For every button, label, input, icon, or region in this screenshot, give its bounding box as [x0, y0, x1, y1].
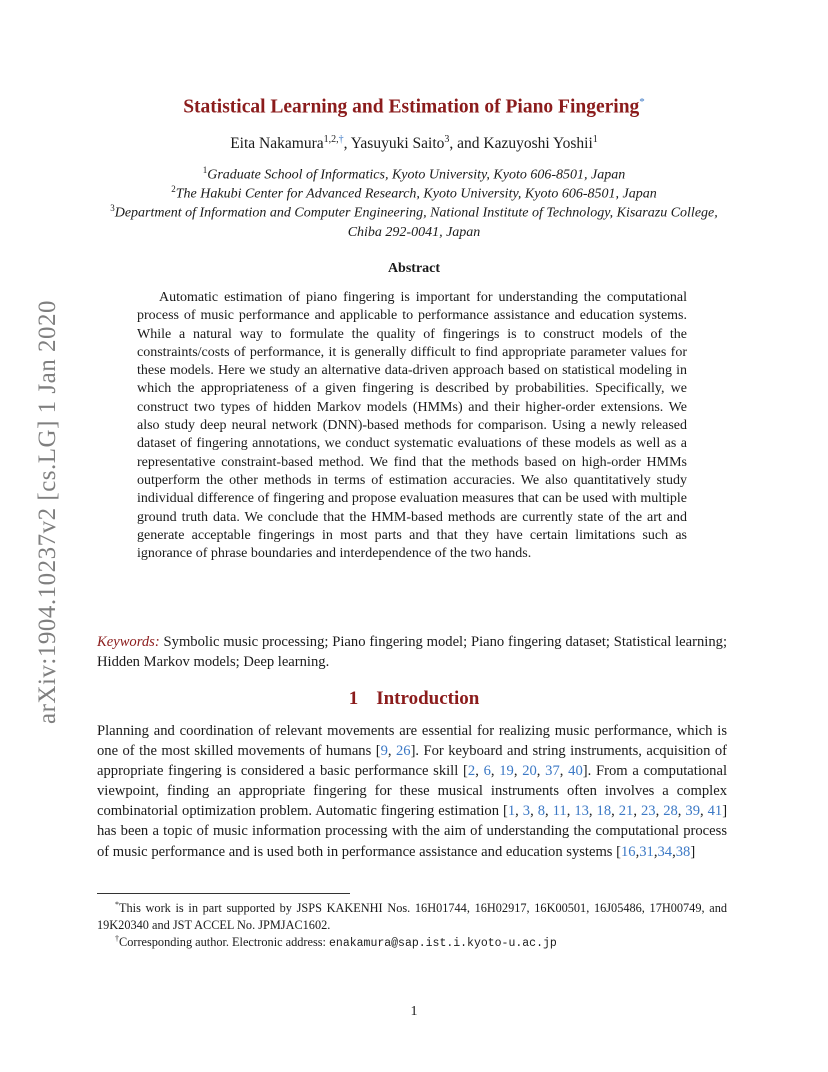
body-text: ,	[672, 843, 676, 860]
affil-numbers: 1,2,	[323, 134, 339, 145]
body-text: ,	[677, 803, 686, 820]
section-heading	[0, 688, 828, 710]
body-text: ,	[635, 843, 640, 860]
citation-link[interactable]: 13	[574, 803, 589, 820]
citation-link[interactable]: 11	[552, 803, 567, 820]
body-text: ,	[545, 803, 553, 820]
body-text: ,	[611, 803, 619, 820]
body-text: ,	[566, 803, 575, 820]
body-text: ,	[513, 763, 523, 780]
author-affil-mark: 3	[444, 134, 450, 145]
title-footnote-mark[interactable]: *	[639, 96, 645, 108]
body-text: ,	[559, 763, 569, 780]
body-text: ,	[700, 803, 708, 820]
citation-link[interactable]: 31	[639, 843, 654, 860]
body-text: ,	[387, 743, 396, 760]
corresponding-author-mark[interactable]: †	[338, 134, 344, 145]
citation-link[interactable]: 34	[657, 843, 673, 860]
footnote-text: This work is in part supported by JSPS KAKENHI Nos. 16H01744, 16H02917, 16K00501, 16J05486, 17H00749, and 19K20340 and JST ACCEL No. JPMJAC1602.	[97, 901, 727, 932]
section-title: Introduction	[376, 688, 480, 709]
body-text: ,	[653, 843, 658, 860]
introduction-paragraph	[97, 721, 727, 862]
citation-link[interactable]: 16	[621, 843, 636, 860]
affiliation-mark: 3	[110, 203, 115, 213]
body-text: ]. For keyboard and string instruments, acquisition of appropriate fingering is considered a basic performance skill [	[97, 743, 727, 780]
author-name: , Yasuyuki Saito	[343, 135, 445, 153]
affiliation-text: Graduate School of Informatics, Kyoto University, Kyoto 606-8501, Japan	[207, 167, 626, 183]
citation-link[interactable]: 40	[568, 763, 583, 780]
body-text: ,	[490, 763, 500, 780]
body-text: ,	[588, 803, 597, 820]
author-name: , and Kazuyoshi Yoshii	[449, 135, 593, 153]
body-text: ,	[536, 763, 546, 780]
citation-link[interactable]: 37	[545, 763, 560, 780]
section-number: 1	[348, 688, 359, 709]
citation-link[interactable]: 18	[596, 803, 612, 820]
keywords-block	[97, 632, 727, 672]
page-number: 1	[410, 1004, 418, 1019]
author-list	[0, 134, 828, 153]
body-text: ,	[530, 803, 538, 820]
citation-link[interactable]: 28	[663, 803, 678, 820]
citation-link[interactable]: 20	[522, 763, 537, 780]
keywords-text: Symbolic music processing; Piano fingering model; Piano fingering dataset; Statistical learning; Hidden Markov models; Deep learning.	[97, 634, 727, 670]
arxiv-identifier-stamp: arXiv:1904.10237v2 [cs.LG] 1 Jan 2020	[34, 300, 61, 724]
author-name: Eita Nakamura	[230, 135, 324, 153]
citation-link[interactable]: 39	[685, 803, 700, 820]
footnote-text: Corresponding author. Electronic address:	[119, 935, 330, 950]
citation-link[interactable]: 6	[483, 763, 491, 780]
paper-title	[0, 96, 828, 119]
title-text: Statistical Learning and Estimation of Piano Fingering	[183, 96, 640, 118]
affiliation-mark: 2	[171, 184, 176, 194]
citation-link[interactable]: 2	[467, 763, 476, 780]
abstract-body: Automatic estimation of piano fingering is important for understanding the computational process of music performance and applicable to performance assistance and education systems. While a natural way to formulate the quality of fingerings is to construct models of the constraints/costs of performance, it is generally difficult to find appropriate parameter values for these models. Here we study an alternative data-driven approach based on statistical modeling in which the appropriateness of a given fingering is described by probabilities. Specifically, we construct two types of hidden Markov models (HMMs) and their higher-order extensions. We also study deep neural network (DNN)-based methods for comparison. Using a newly released dataset of fingering annotations, we conduct systematic evaluations of these models as well as a representative constraint-based method. We find that the methods based on high-order HMMs outperform the other methods in terms of estimation accuracies. We also quantitatively study individual difference of fingering and propose evaluation measures that can be used with multiple ground truth data. We conclude that the HMM-based methods are currently state of the art and generate acceptable fingerings in most parts and that they have certain limitations such as ignorance of phrase boundaries and interdependence of the two hands.	[137, 290, 687, 562]
body-text: ] has been a topic of music information processing with the aim of understanding the computational process of music performance and is used both in performance assistance and education systems [	[97, 803, 728, 860]
affiliation-3	[100, 199, 728, 242]
email-address[interactable]: enakamura@sap.ist.i.kyoto-u.ac.jp	[329, 937, 557, 951]
affiliation-text: Department of Information and Computer Engineering, National Institute of Technology, Kisarazu College, Chiba 292-0041, Japan	[114, 205, 718, 240]
citation-link[interactable]: 9	[380, 743, 388, 760]
citation-link[interactable]: 21	[618, 803, 634, 820]
footnote-funding	[97, 897, 727, 933]
footnote-mark: †	[115, 934, 119, 943]
citation-link[interactable]: 41	[707, 803, 723, 820]
body-text: ,	[515, 803, 523, 820]
body-text: ,	[655, 803, 664, 820]
citation-link[interactable]: 8	[537, 803, 545, 820]
author-affil-mark	[324, 134, 344, 145]
citation-link[interactable]: 1	[507, 803, 516, 820]
footnote-corresponding-author	[97, 931, 727, 953]
footnote-separator	[97, 893, 350, 894]
footnote-mark: *	[115, 900, 119, 909]
affiliation-text: The Hakubi Center for Advanced Research, Kyoto University, Kyoto 606-8501, Japan	[175, 186, 657, 202]
keywords-label: Keywords:	[97, 634, 160, 650]
body-text: ]	[690, 843, 696, 860]
citation-link[interactable]: 38	[675, 843, 691, 860]
citation-link[interactable]: 3	[522, 803, 531, 820]
abstract-heading: Abstract	[387, 261, 441, 276]
body-text: ,	[475, 763, 484, 780]
citation-link[interactable]: 26	[395, 743, 411, 760]
body-text: ,	[633, 803, 641, 820]
author-affil-mark: 1	[592, 134, 598, 145]
body-text: Planning and coordination of relevant movements are essential for realizing music performance, which is one of the most skilled movements of humans [	[97, 723, 727, 760]
affiliation-mark: 1	[202, 165, 208, 175]
citation-link[interactable]: 19	[499, 763, 514, 780]
body-text: ]. From a computational viewpoint, finding an appropriate fingering for these musical instruments often involves a complex combinatorial optimization problem. Automatic fingering estimation [	[97, 763, 728, 820]
citation-link[interactable]: 23	[640, 803, 656, 820]
